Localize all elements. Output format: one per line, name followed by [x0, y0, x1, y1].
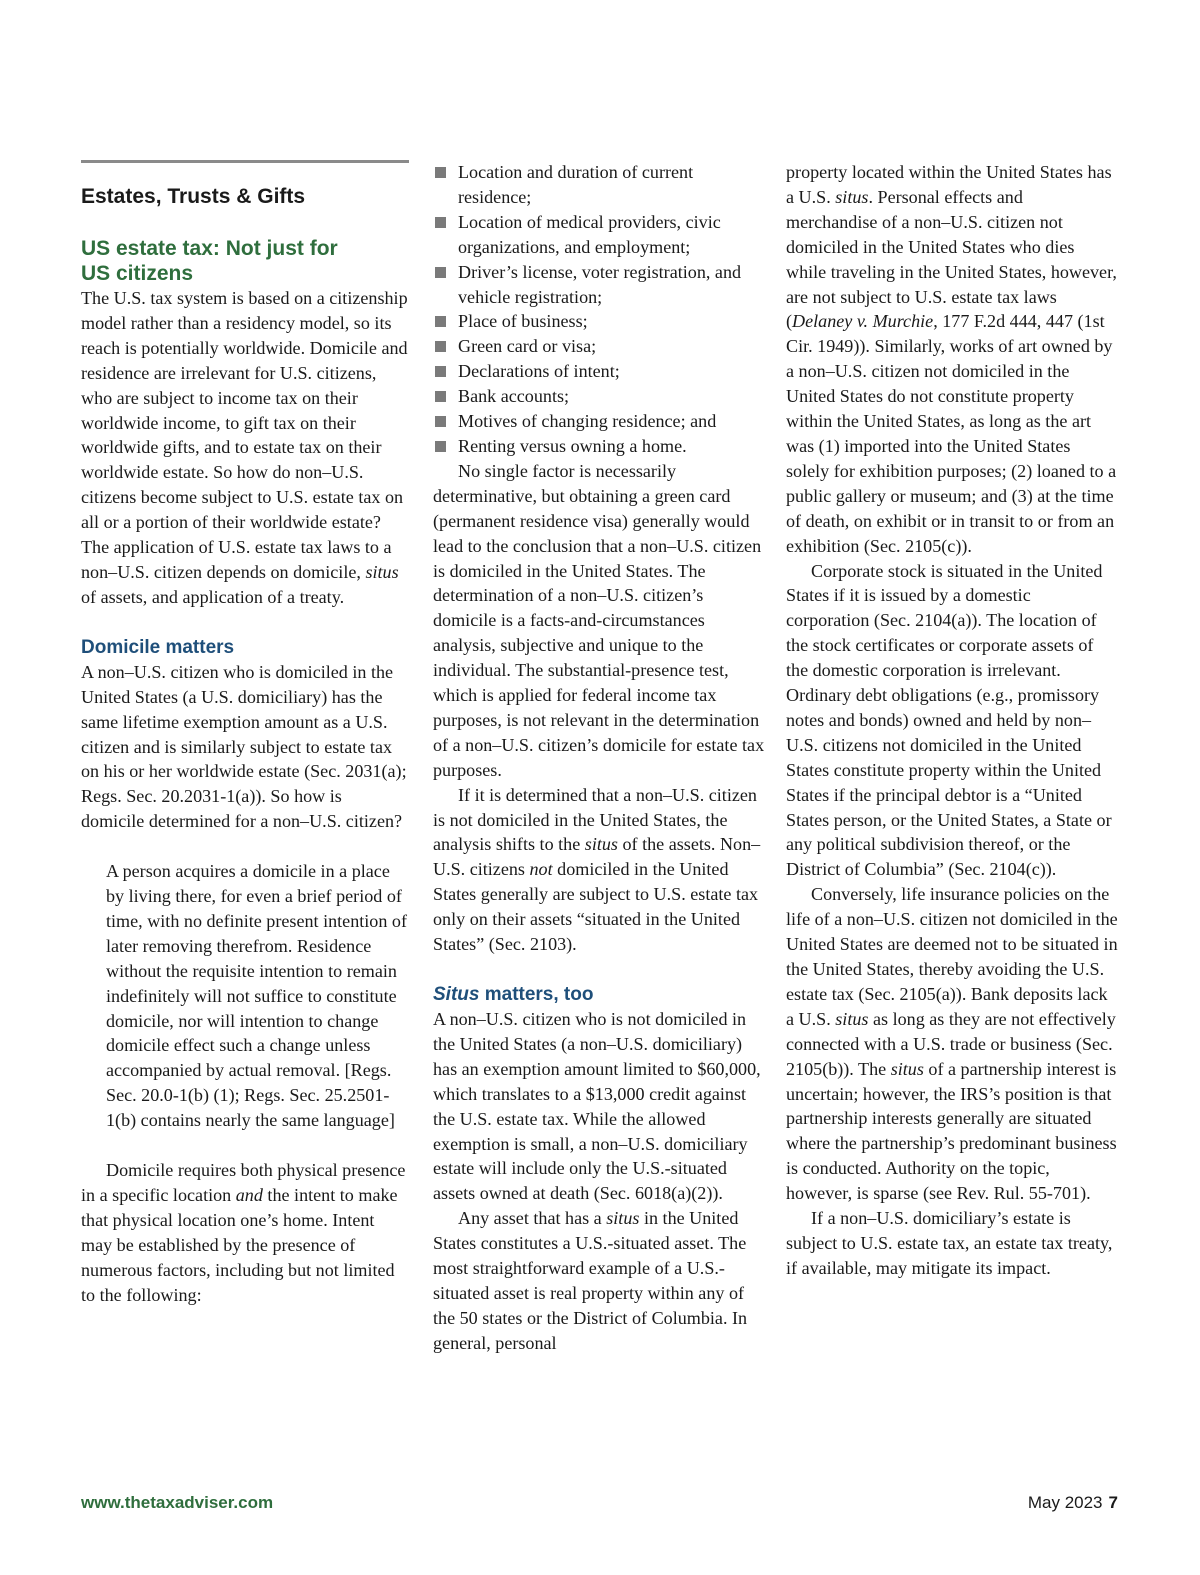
square-bullet-icon [435, 416, 446, 427]
square-bullet-icon [435, 366, 446, 377]
list-item: Renting versus owning a home. [433, 434, 765, 459]
headline-line-1: US estate tax: Not just for [81, 237, 338, 260]
domicile-paragraph: A non–U.S. citizen who is domiciled in the United States (a U.S. domiciliary) has the same lifetime exemption amount as a U.S. citizen and is similarly subject to estate tax on his or her worldwide estate (Sec. 2031(a); Regs. Sec. 20.2031-1(a)). So how is domicile determined for a non–U.S. citizen? [81, 661, 407, 832]
situs-shift-paragraph: If it is determined that a non–U.S. citizen is not domiciled in the United States, the analysis shifts to the situs of the assets. Non–U.S. citizens not domiciled in the United States generally are subject to U.S. estate tax only on their assets “situated in the United States” (Sec. 2103). [433, 784, 761, 955]
square-bullet-icon [435, 341, 446, 352]
page-number: 7 [1108, 1493, 1118, 1512]
column-1 [81, 160, 409, 1308]
list-item: Motives of changing residence; and [433, 409, 765, 434]
personal-property-paragraph: property located within the United States has a U.S. situs. Personal effects and merchandise of a non–U.S. citizen not domiciled in the United States who dies while traveling in the United States, however, are not subject to U.S. estate tax laws (Delaney v. Murchie, 177 F.2d 444, 447 (1st Cir. 1949)). Similarly, works of art owned by a non–U.S. citizen not domiciled in the United States do not constitute property within the United States, as long as the art was (1) imported into the United States solely for exhibition purposes; (2) loaned to a public gallery or museum; and (3) at the time of death, on exhibit or in transit to or from an exhibition (Sec. 2105(c)). [786, 162, 1117, 556]
square-bullet-icon [435, 441, 446, 452]
section-rule [81, 160, 409, 163]
square-bullet-icon [435, 316, 446, 327]
list-item: Location and duration of current residence; [433, 160, 765, 210]
footer-website-link[interactable]: www.thetaxadviser.com [81, 1493, 274, 1512]
column-2 [433, 160, 765, 1356]
subhead-domicile: Domicile matters [81, 636, 235, 658]
article-headline [81, 236, 409, 286]
list-item: Green card or visa; [433, 334, 765, 359]
treaty-paragraph: If a non–U.S. domiciliary’s estate is subject to U.S. estate tax, an estate tax treaty, if available, may mitigate its impact. [786, 1208, 1113, 1278]
column-3 [786, 160, 1118, 1281]
exemption-paragraph: A non–U.S. citizen who is not domiciled in the United States (a non–U.S. domiciliary) has an exemption amount limited to $60,000, which translates to a $13,000 credit against the U.S. estate tax. While the allowed exemption is small, a non–U.S. domiciliary estate will include only the U.S.-situated assets owned at death (Sec. 6018(a)(2)). [433, 1009, 761, 1204]
domicile-factors-paragraph: Domicile requires both physical presence in a specific location and the intent to make that physical location one’s home. Intent may be established by the presence of numerous factors, including but not limited to the following: [81, 1160, 406, 1305]
issue-date: May 2023 [1027, 1493, 1103, 1512]
corporate-stock-paragraph: Corporate stock is situated in the United States if it is issued by a domestic corporation (Sec. 2104(a)). The location of the stock certificates or corporate assets of the domestic corporation is irrelevant. Ordinary debt obligations (e.g., promissory notes and bonds) owned and held by non–U.S. citizens not domiciled in the United States constitute property within the United States if the principal debtor is a “United States person, or the United States, a State or any political subdivision thereof, or the District of Columbia” (Sec. 2104(c)). [786, 560, 1112, 880]
intro-paragraph: The U.S. tax system is based on a citizenship model rather than a residency model, so its reach is potentially worldwide. Domicile and residence are irrelevant for U.S. citizens, who are subject to income tax on their worldwide income, to gift tax on their worldwide gifts, and to estate tax on their worldwide estate. So how do non–U.S. citizens become subject to U.S. estate tax on all or a portion of their worldwide estate? The application of U.S. estate tax laws to a non–U.S. citizen depends on domicile, situs of assets, and application of a treaty. [81, 288, 408, 607]
square-bullet-icon [435, 391, 446, 402]
determination-paragraph: No single factor is necessarily determinative, but obtaining a green card (permanent residence visa) generally would lead to the conclusion that a non–U.S. citizen is domiciled in the United States. The determination of a non–U.S. citizen’s domicile is a facts-and-circumstances analysis, subjective and unique to the individual. The substantial-presence test, which is applied for federal income tax purposes, is not relevant in the determination of a non–U.S. citizen’s domicile for estate tax purposes. [433, 460, 765, 780]
square-bullet-icon [435, 167, 446, 178]
square-bullet-icon [435, 267, 446, 278]
situated-asset-paragraph: Any asset that has a situs in the United States constitutes a U.S.-situated asset. The most straightforward example of a U.S.-situated asset is real property within any of the 50 states or the District of Columbia. In general, personal [433, 1208, 748, 1353]
regulation-quote: A person acquires a domicile in a place by living there, for even a brief period of time, with no definite present intention of later removing therefrom. Residence without the requisite intention to remain indefinitely will not suffice to constitute domicile, nor will intention to change domicile effect such a change unless accompanied by actual removal. [Regs. Sec. 20.0-1(b) (1); Regs. Sec. 25.2501-1(b) contains nearly the same language] [106, 861, 407, 1131]
section-title: Estates, Trusts & Gifts [81, 185, 306, 208]
headline-line-2: US citizens [81, 262, 194, 285]
list-item: Place of business; [433, 309, 765, 334]
list-item: Declarations of intent; [433, 359, 765, 384]
list-item: Driver’s license, voter registration, and vehicle registration; [433, 260, 765, 310]
domicile-factors-list [433, 160, 765, 459]
list-item: Bank accounts; [433, 384, 765, 409]
square-bullet-icon [435, 217, 446, 228]
list-item: Location of medical providers, civic organizations, and employment; [433, 210, 765, 260]
subhead-situs: Situs matters, too [433, 984, 594, 1005]
life-insurance-paragraph: Conversely, life insurance policies on the life of a non–U.S. citizen not domiciled in the United States are deemed not to be situated in the United States, thereby avoiding the U.S. estate tax (Sec. 2105(a)). Bank deposits lack a U.S. situs as long as they are not effectively connected with a U.S. trade or business (Sec. 2105(b)). The situs of a partnership interest is uncertain; however, the IRS’s position is that partnership interests generally are situated where the partnership’s predominant business is conducted. Authority on the topic, however, is sparse (see Rev. Rul. 55-701). [786, 884, 1118, 1204]
footer-page-info [1028, 1493, 1118, 1513]
